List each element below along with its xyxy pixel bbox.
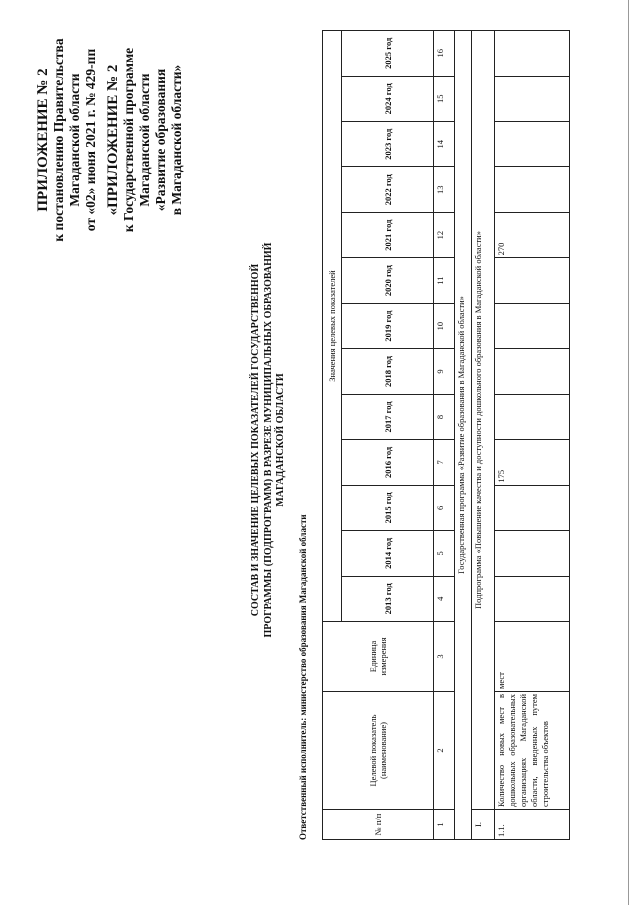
title-line: ПРОГРАММЫ (ПОДПРОГРАММ) В РАЗРЕЗЕ МУНИЦИПАЛЬНЫХ ОБРАЗОВАНИЙ [262,242,274,638]
header-line: к постановлению Правительства [51,38,66,242]
year-header: 2024 год [342,76,434,121]
column-number: 13 [434,167,455,212]
page-edge-line [628,0,629,905]
header-num: № п/п [323,810,434,840]
value-cell: 175 [495,440,570,485]
column-number: 11 [434,258,455,303]
header-line: от «02» июня 2021 г. № 429-пп [83,48,98,232]
appendix-title: ПРИЛОЖЕНИЕ № 2 [35,68,51,212]
year-header: 2014 год [342,531,434,576]
indicators-table [322,30,570,840]
title-line: СОСТАВ И ЗНАЧЕНИЕ ЦЕЛЕВЫХ ПОКАЗАТЕЛЕЙ ГОСУДАРСТВЕННОЙ [250,263,261,617]
header-line: к Государственной программе [121,47,136,233]
year-header: 2022 год [342,167,434,212]
column-number: 1 [434,810,455,840]
value-cell [495,31,570,77]
header-values: Значения целевых показателей [323,31,342,622]
column-number: 14 [434,122,455,167]
program-row: Государственная программа «Развитие образования в Магаданской области» [455,31,472,840]
header-unit: Единица измерения [323,622,434,692]
column-number: 9 [434,349,455,394]
year-header: 2019 год [342,303,434,348]
row-unit: мест [495,622,570,692]
year-header: 2017 год [342,394,434,439]
value-cell [495,122,570,167]
subprogram-num: I. [472,810,495,840]
column-number: 12 [434,212,455,257]
column-number: 16 [434,31,455,77]
subprogram-row: Подпрограмма «Повышение качества и доступности дошкольного образования в Магаданской области» [472,31,495,810]
header-name: Целевой показатель (наименование) [323,692,434,810]
column-number: 6 [434,485,455,530]
appendix-title-2: «ПРИЛОЖЕНИЕ № 2 [105,64,121,216]
column-number: 2 [434,692,455,810]
responsible-executor: Ответственный исполнитель: министерство образования Магаданской области [298,514,308,840]
year-header: 2016 год [342,440,434,485]
column-number: 15 [434,76,455,121]
row-num: 1.1. [495,810,570,840]
value-cell [495,167,570,212]
appendix-header [35,20,185,260]
value-cell [495,258,570,303]
column-number: 5 [434,531,455,576]
year-header: 2018 год [342,349,434,394]
year-header: 2015 год [342,485,434,530]
year-header: 2013 год [342,576,434,621]
row-name: Количество новых мест в дошкольных образовательных организациях Магаданской области, введенных путем строительства объектов [495,692,570,810]
column-number: 4 [434,576,455,621]
year-header: 2023 год [342,122,434,167]
header-line: Магаданской области [67,73,82,207]
value-cell [495,303,570,348]
value-cell [495,576,570,621]
year-header: 2020 год [342,258,434,303]
value-cell [495,485,570,530]
column-number: 3 [434,622,455,692]
column-number: 8 [434,394,455,439]
column-number: 7 [434,440,455,485]
value-cell [495,349,570,394]
header-line: Магаданской области [137,73,152,207]
title-line: МАГАДАНСКОЙ ОБЛАСТИ [275,373,286,507]
year-header: 2021 год [342,212,434,257]
header-line: «Развитие образования [153,68,168,212]
column-number: 10 [434,303,455,348]
document-title [250,160,288,720]
value-cell [495,531,570,576]
value-cell [495,394,570,439]
year-header: 2025 год [342,31,434,77]
value-cell: 270 [495,212,570,257]
value-cell [495,76,570,121]
header-line: в Магаданской области» [169,64,184,216]
